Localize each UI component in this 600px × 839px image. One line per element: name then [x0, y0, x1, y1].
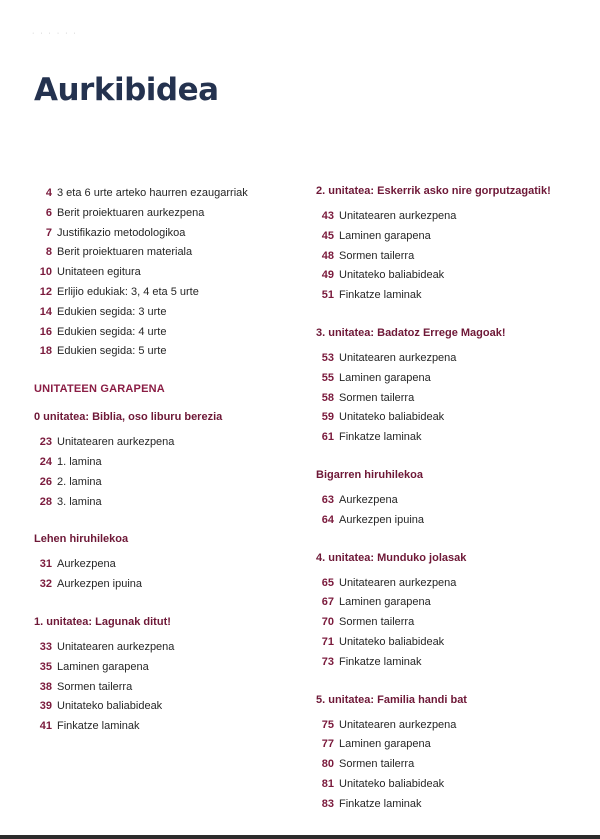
toc-entry-label: Sormen tailerra — [339, 249, 415, 262]
unit-0-heading[interactable]: 0 unitatea: Biblia, oso liburu berezia — [34, 411, 223, 424]
toc-page-number: 65 — [321, 576, 334, 589]
toc-group-intro — [34, 184, 296, 362]
toc-entry-label: Unitateko baliabideak — [339, 269, 445, 282]
toc-entry[interactable] — [34, 323, 296, 343]
toc-page-number: 12 — [39, 285, 52, 298]
toc-entry[interactable] — [316, 653, 578, 673]
toc-entry[interactable] — [34, 303, 296, 323]
toc-page-number: 32 — [39, 578, 52, 591]
toc-page-number: 71 — [321, 635, 334, 648]
unit-5-heading[interactable]: 5. unitatea: Familia handi bat — [316, 693, 467, 706]
toc-entry-label: Sormen tailerra — [339, 616, 415, 629]
toc-entry[interactable] — [316, 735, 578, 755]
toc-page-number: 16 — [39, 325, 52, 338]
toc-page-number: 67 — [321, 596, 334, 609]
toc-entry[interactable] — [34, 473, 296, 493]
toc-left-column — [34, 184, 296, 737]
toc-entry[interactable] — [34, 283, 296, 303]
toc-page-number: 23 — [39, 436, 52, 449]
toc-entry-label: Berit proiektuaren aurkezpena — [57, 206, 205, 219]
toc-entry-label: Aurkezpena — [339, 493, 398, 506]
toc-entry-label: Unitatearen aurkezpena — [57, 640, 175, 653]
trimester-2-heading[interactable]: Bigarren hiruhilekoa — [316, 468, 423, 481]
toc-page-number: 53 — [321, 351, 334, 364]
toc-entry[interactable] — [34, 453, 296, 473]
toc-page-number: 51 — [321, 289, 334, 302]
toc-entry-label: 2. lamina — [57, 475, 102, 488]
toc-entry[interactable] — [316, 266, 578, 286]
toc-entry-label: Berit proiektuaren materiala — [57, 246, 193, 259]
toc-page-number: 18 — [39, 345, 52, 358]
toc-entry[interactable] — [34, 342, 296, 362]
toc-entry[interactable] — [316, 775, 578, 795]
toc-entry-label: Unitateko baliabideak — [57, 700, 163, 713]
toc-entry[interactable] — [34, 575, 296, 595]
toc-page-number: 55 — [321, 371, 334, 384]
toc-page-number: 4 — [45, 187, 52, 199]
toc-entry[interactable] — [316, 491, 578, 511]
toc-entry-label: Unitateko baliabideak — [339, 777, 445, 790]
toc-entry-label: Finkatze laminak — [339, 797, 422, 810]
toc-page-number: 33 — [39, 640, 52, 653]
unit-1-heading[interactable]: 1. unitatea: Lagunak ditut! — [34, 615, 171, 628]
toc-entry-label: Unitatearen aurkezpena — [339, 576, 457, 589]
toc-entry[interactable] — [316, 247, 578, 267]
toc-entry-label: Laminen garapena — [339, 371, 431, 384]
toc-entry[interactable] — [34, 224, 296, 244]
toc-entry[interactable] — [316, 428, 578, 448]
toc-entry[interactable] — [34, 204, 296, 224]
toc-page-number: 58 — [321, 391, 334, 404]
toc-page-number: 14 — [39, 305, 52, 318]
toc-entry-label: Erlijio edukiak: 3, 4 eta 5 urte — [57, 285, 199, 298]
toc-entry-label: Finkatze laminak — [339, 289, 422, 302]
toc-group-unit-0 — [34, 410, 296, 512]
toc-group-trimester-2 — [316, 468, 578, 531]
toc-page-number: 41 — [39, 720, 52, 733]
toc-entry[interactable] — [34, 697, 296, 717]
page-title: Aurkibidea — [34, 72, 219, 108]
unit-3-heading[interactable]: 3. unitatea: Badatoz Errege Magoak! — [316, 326, 506, 339]
section-heading-unitateen-garapena: UNITATEEN GARAPENA — [34, 383, 165, 396]
toc-page-number: 6 — [45, 206, 52, 219]
unit-4-heading[interactable]: 4. unitatea: Munduko jolasak — [316, 551, 467, 564]
toc-entry-label: Edukien segida: 4 urte — [57, 325, 167, 338]
toc-entry-label: Unitatearen aurkezpena — [339, 210, 457, 222]
toc-entry-label: Unitatearen aurkezpena — [339, 718, 457, 731]
toc-entry-label: Laminen garapena — [57, 660, 149, 673]
toc-entry-label: Finkatze laminak — [339, 431, 422, 444]
toc-page-number: 73 — [321, 655, 334, 668]
toc-entry-label: Aurkezpena — [57, 558, 116, 571]
toc-entry-label: Sormen tailerra — [339, 391, 415, 404]
toc-right-column — [316, 184, 578, 815]
header-dots: · · · · · · — [32, 30, 78, 37]
toc-page-number: 7 — [45, 226, 52, 239]
toc-page-number: 59 — [321, 411, 334, 424]
toc-page-number: 10 — [39, 266, 52, 279]
toc-entry-label: Edukien segida: 5 urte — [57, 345, 167, 358]
toc-entry-label: Edukien segida: 3 urte — [57, 305, 167, 318]
toc-group-unit-2 — [316, 184, 578, 306]
toc-entry[interactable] — [34, 243, 296, 263]
toc-page-number: 28 — [39, 495, 52, 508]
toc-entry-label: Laminen garapena — [339, 738, 431, 751]
toc-entry[interactable] — [34, 638, 296, 658]
toc-page-number: 75 — [321, 718, 334, 731]
toc-entry-label: Unitateen egitura — [57, 266, 141, 279]
toc-page-number: 81 — [321, 777, 334, 790]
toc-entry[interactable] — [34, 433, 296, 453]
toc-entry[interactable] — [34, 184, 296, 204]
toc-entry[interactable] — [316, 795, 578, 815]
toc-page-number: 70 — [321, 616, 334, 629]
toc-page-number: 64 — [321, 513, 334, 526]
toc-entry-label: Aurkezpen ipuina — [57, 578, 143, 591]
toc-entry-label: Unitateko baliabideak — [339, 411, 445, 424]
toc-group-unit-1 — [34, 615, 296, 737]
toc-entry[interactable] — [34, 555, 296, 575]
toc-entry-label: 1. lamina — [57, 455, 102, 468]
toc-entry[interactable] — [316, 349, 578, 369]
toc-entry[interactable] — [316, 389, 578, 409]
toc-entry-label: Unitatearen aurkezpena — [339, 351, 457, 364]
toc-entry[interactable] — [316, 593, 578, 613]
toc-page-number: 39 — [39, 700, 52, 713]
toc-group-unit-3 — [316, 326, 578, 448]
toc-page-number: 38 — [39, 680, 52, 693]
toc-page-number: 63 — [321, 493, 334, 506]
toc-entry[interactable] — [316, 716, 578, 736]
toc-page-number: 26 — [39, 475, 52, 488]
toc-entry[interactable] — [316, 613, 578, 633]
toc-group-unit-4 — [316, 551, 578, 673]
toc-entry[interactable] — [316, 755, 578, 775]
toc-entry-label: Unitateko baliabideak — [339, 635, 445, 648]
unit-2-heading[interactable]: 2. unitatea: Eskerrik asko nire gorputzagatik! — [316, 185, 551, 197]
toc-entry[interactable] — [34, 493, 296, 513]
toc-entry[interactable] — [34, 678, 296, 698]
toc-page-number: 49 — [321, 269, 334, 282]
toc-page-number: 48 — [321, 249, 334, 262]
toc-group-trimester-1 — [34, 532, 296, 595]
toc-entry-label: Unitatearen aurkezpena — [57, 436, 175, 449]
toc-entry[interactable] — [316, 227, 578, 247]
toc-entry[interactable] — [316, 511, 578, 531]
toc-page-number: 8 — [45, 246, 52, 259]
toc-entry[interactable] — [316, 408, 578, 428]
toc-entry-label: Aurkezpen ipuina — [339, 513, 425, 526]
toc-entry[interactable] — [316, 369, 578, 389]
toc-entry[interactable] — [316, 286, 578, 306]
toc-page-number: 35 — [39, 660, 52, 673]
toc-page-number: 61 — [321, 431, 334, 444]
toc-page-number: 24 — [39, 455, 52, 468]
toc-page-number: 31 — [39, 558, 52, 571]
toc-entry[interactable] — [316, 207, 578, 227]
toc-page-number: 77 — [321, 738, 334, 751]
toc-page-number: 43 — [321, 210, 334, 222]
trimester-1-heading[interactable]: Lehen hiruhilekoa — [34, 533, 129, 546]
toc-entry[interactable] — [34, 717, 296, 737]
toc-entry-label: Justifikazio metodologikoa — [57, 226, 186, 239]
toc-page-number: 83 — [321, 797, 334, 810]
toc-page-number: 45 — [321, 229, 334, 242]
toc-group-unit-5 — [316, 693, 578, 815]
bottom-edge-bar — [0, 835, 600, 839]
toc-entry-label: 3 eta 6 urte arteko haurren ezaugarriak — [57, 187, 248, 199]
toc-entry[interactable] — [316, 574, 578, 594]
toc-entry-label: 3. lamina — [57, 495, 102, 508]
toc-entry-label: Laminen garapena — [339, 229, 431, 242]
toc-entry[interactable] — [34, 658, 296, 678]
toc-entry-label: Laminen garapena — [339, 596, 431, 609]
toc-entry[interactable] — [316, 633, 578, 653]
toc-entry-label: Sormen tailerra — [339, 758, 415, 771]
toc-entry-label: Finkatze laminak — [57, 720, 140, 733]
toc-page-number: 80 — [321, 758, 334, 771]
toc-entry[interactable] — [34, 263, 296, 283]
toc-entry-label: Finkatze laminak — [339, 655, 422, 668]
toc-entry-label: Sormen tailerra — [57, 680, 133, 693]
